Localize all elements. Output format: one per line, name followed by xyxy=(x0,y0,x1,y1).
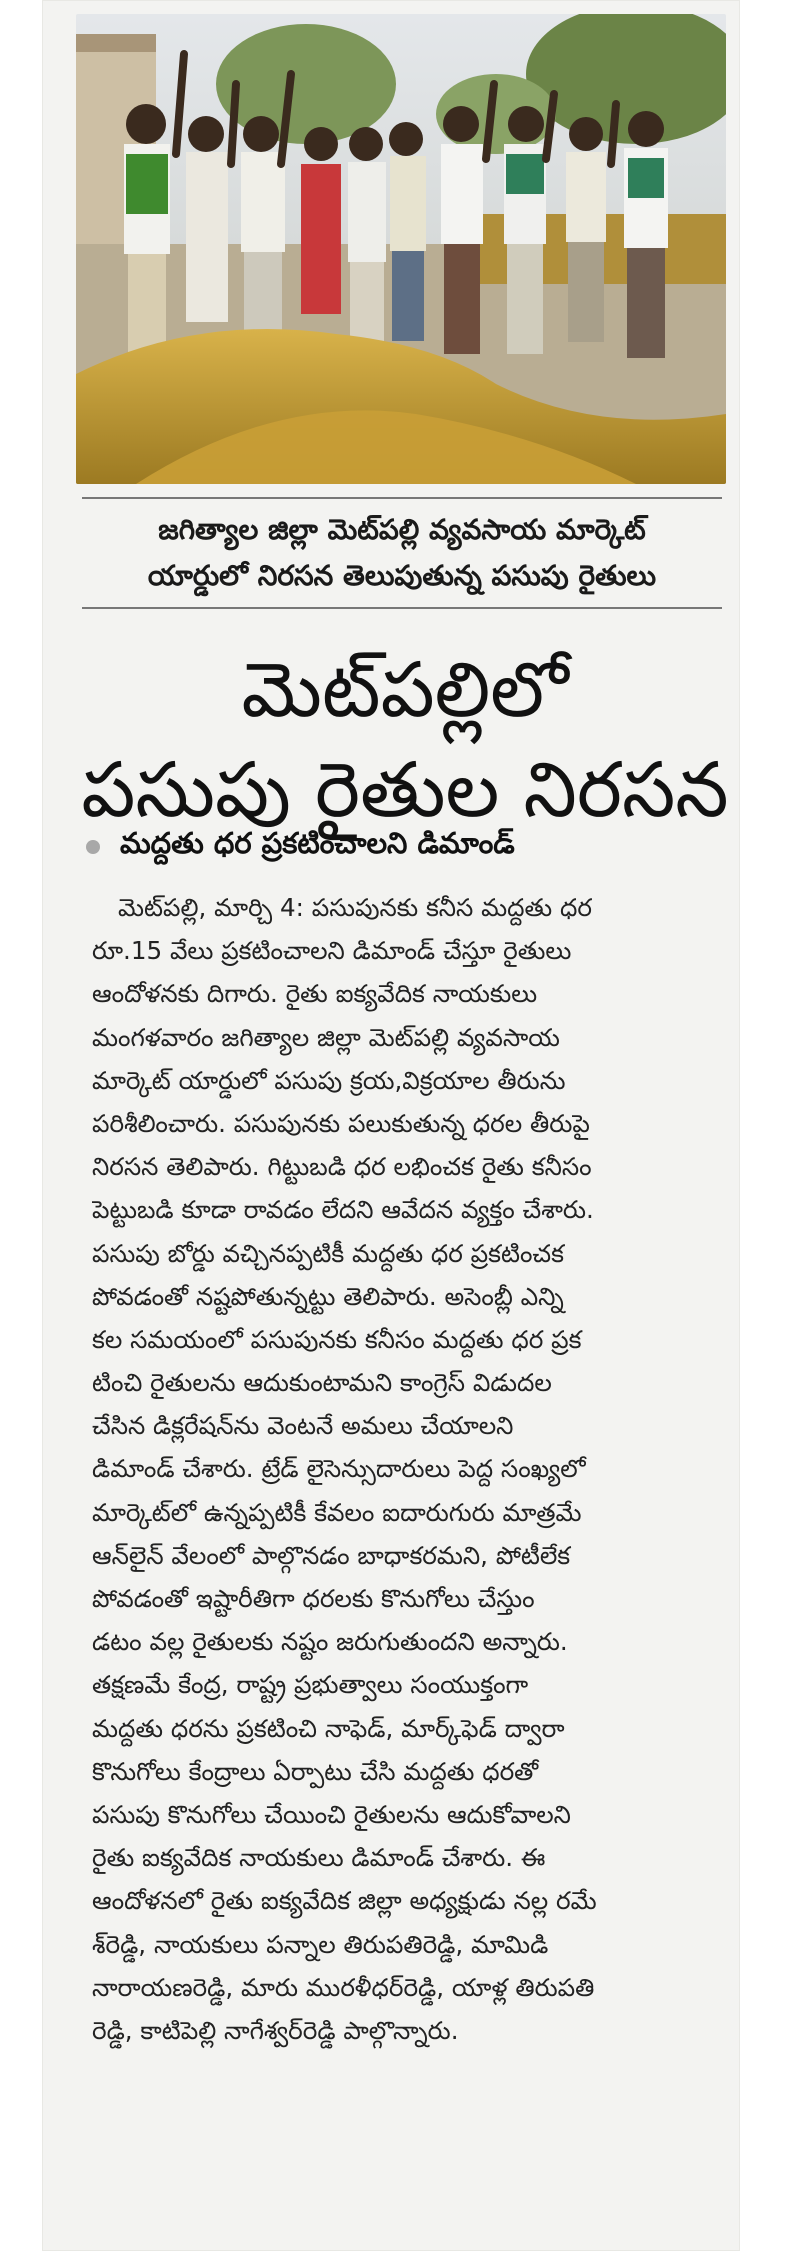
photo-illustration xyxy=(76,14,726,484)
headline-line: మెట్‌పల్లిలో xyxy=(241,645,569,734)
body-line: పరిశీలించారు. పసుపునకు పలుకుతున్న ధరల తీరుపై xyxy=(92,1108,590,1138)
body-line: ఆందోళనలో రైతు ఐక్యవేదిక జిల్లా అధ్యక్షుడు నల్ల రమే xyxy=(92,1886,597,1916)
photo-caption xyxy=(82,497,722,609)
subheading-text: మద్దతు ధర ప్రకటించాలని డిమాండ్ xyxy=(120,826,515,860)
body-line: మార్కెట్‌లో ఉన్నప్పటికీ కేవలం ఐదారుగురు మాత్రమే xyxy=(92,1497,582,1527)
body-line: కొనుగోలు కేంద్రాలు ఏర్పాటు చేసి మద్దతు ధరతో xyxy=(92,1756,539,1786)
bullet-icon xyxy=(86,840,100,854)
body-line: టించి రైతులను ఆదుకుంటామని కాంగ్రెస్ విడుదల xyxy=(92,1368,552,1398)
body-line: మద్దతు ధరను ప్రకటించి నాఫెడ్, మార్క్‌ఫెడ్ ద్వారా xyxy=(92,1713,565,1743)
body-line: చేసిన డిక్లరేషన్‌ను వెంటనే అమలు చేయాలని xyxy=(92,1411,514,1441)
tree xyxy=(216,24,396,144)
body-line: నారాయణరెడ్డి, మారు మురళీధర్‌రెడ్డి, యాళ్ల తిరుపతి xyxy=(92,1972,595,2002)
body-line: మార్కెట్ యార్డులో పసుపు క్రయ,విక్రయాల తీరును xyxy=(92,1065,566,1095)
body-line: రైతు ఐక్యవేదిక నాయకులు డిమాండ్ చేశారు. ఈ xyxy=(92,1843,546,1873)
body-line: ఆందోళనకు దిగారు. రైతు ఐక్యవేదిక నాయకులు xyxy=(92,979,538,1009)
body-line: కల సమయంలో పసుపునకు కనీసం మద్దతు ధర ప్రక xyxy=(92,1324,582,1354)
body-line: డటం వల్ల రైతులకు నష్టం జరుగుతుందని అన్నారు. xyxy=(92,1627,568,1657)
body-line: నిరసన తెలిపారు. గిట్టుబడి ధర లభించక రైతు కనీసం xyxy=(92,1152,592,1182)
headline xyxy=(60,640,750,840)
body-line: రెడ్డి, కాటిపెల్లి నాగేశ్వర్‌రెడ్డి పాల్గొన్నారు. xyxy=(92,2015,459,2045)
headline-line: పసుపు రైతుల నిరసన xyxy=(81,745,729,834)
body-line: పసుపు కొనుగోలు చేయించి రైతులను ఆదుకోవాలని xyxy=(92,1799,571,1829)
farmers-protest-photo xyxy=(76,14,726,484)
body-line: మంగళవారం జగిత్యాల జిల్లా మెట్‌పల్లి వ్యవసాయ xyxy=(92,1022,560,1052)
caption-line: జగిత్యాల జిల్లా మెట్‌పల్లి వ్యవసాయ మార్కెట్ xyxy=(158,513,646,546)
body-line: పోవడంతో నష్టపోతున్నట్టు తెలిపారు. అసెంబ్లీ ఎన్ని xyxy=(92,1281,564,1311)
article-body xyxy=(92,886,724,2052)
body-line: డిమాండ్ చేశారు. ట్రేడ్ లైసెన్సుదారులు పెద్ద సంఖ్యలో xyxy=(92,1454,586,1484)
body-line: రూ.15 వేలు ప్రకటించాలని డిమాండ్ చేస్తూ రైతులు xyxy=(92,936,572,966)
body-line: పెట్టుబడి కూడా రావడం లేదని ఆవేదన వ్యక్తం చేశారు. xyxy=(92,1195,594,1225)
body-line: శ్‌రెడ్డి, నాయకులు పన్నాల తిరుపతిరెడ్డి, మామిడి xyxy=(92,1929,549,1959)
body-line: తక్షణమే కేంద్ర, రాష్ట్ర ప్రభుత్వాలు సంయుక్తంగా xyxy=(92,1670,529,1700)
body-line: పసుపు బోర్డు వచ్చినప్పటికీ మద్దతు ధర ప్రకటించక xyxy=(92,1238,564,1268)
subheading xyxy=(86,822,726,872)
caption-line: యార్డులో నిరసన తెలుపుతున్న పసుపు రైతులు xyxy=(147,559,657,592)
body-line: ఆన్‌లైన్ వేలంలో పాల్గొనడం బాధాకరమని, పోటీలేక xyxy=(92,1540,571,1570)
body-line: మెట్‌పల్లి, మార్చి 4: పసుపునకు కనీస మద్దతు ధర xyxy=(118,893,592,922)
body-line: పోవడంతో ఇష్టారీతిగా ధరలకు కొనుగోలు చేస్తుం xyxy=(92,1584,535,1613)
